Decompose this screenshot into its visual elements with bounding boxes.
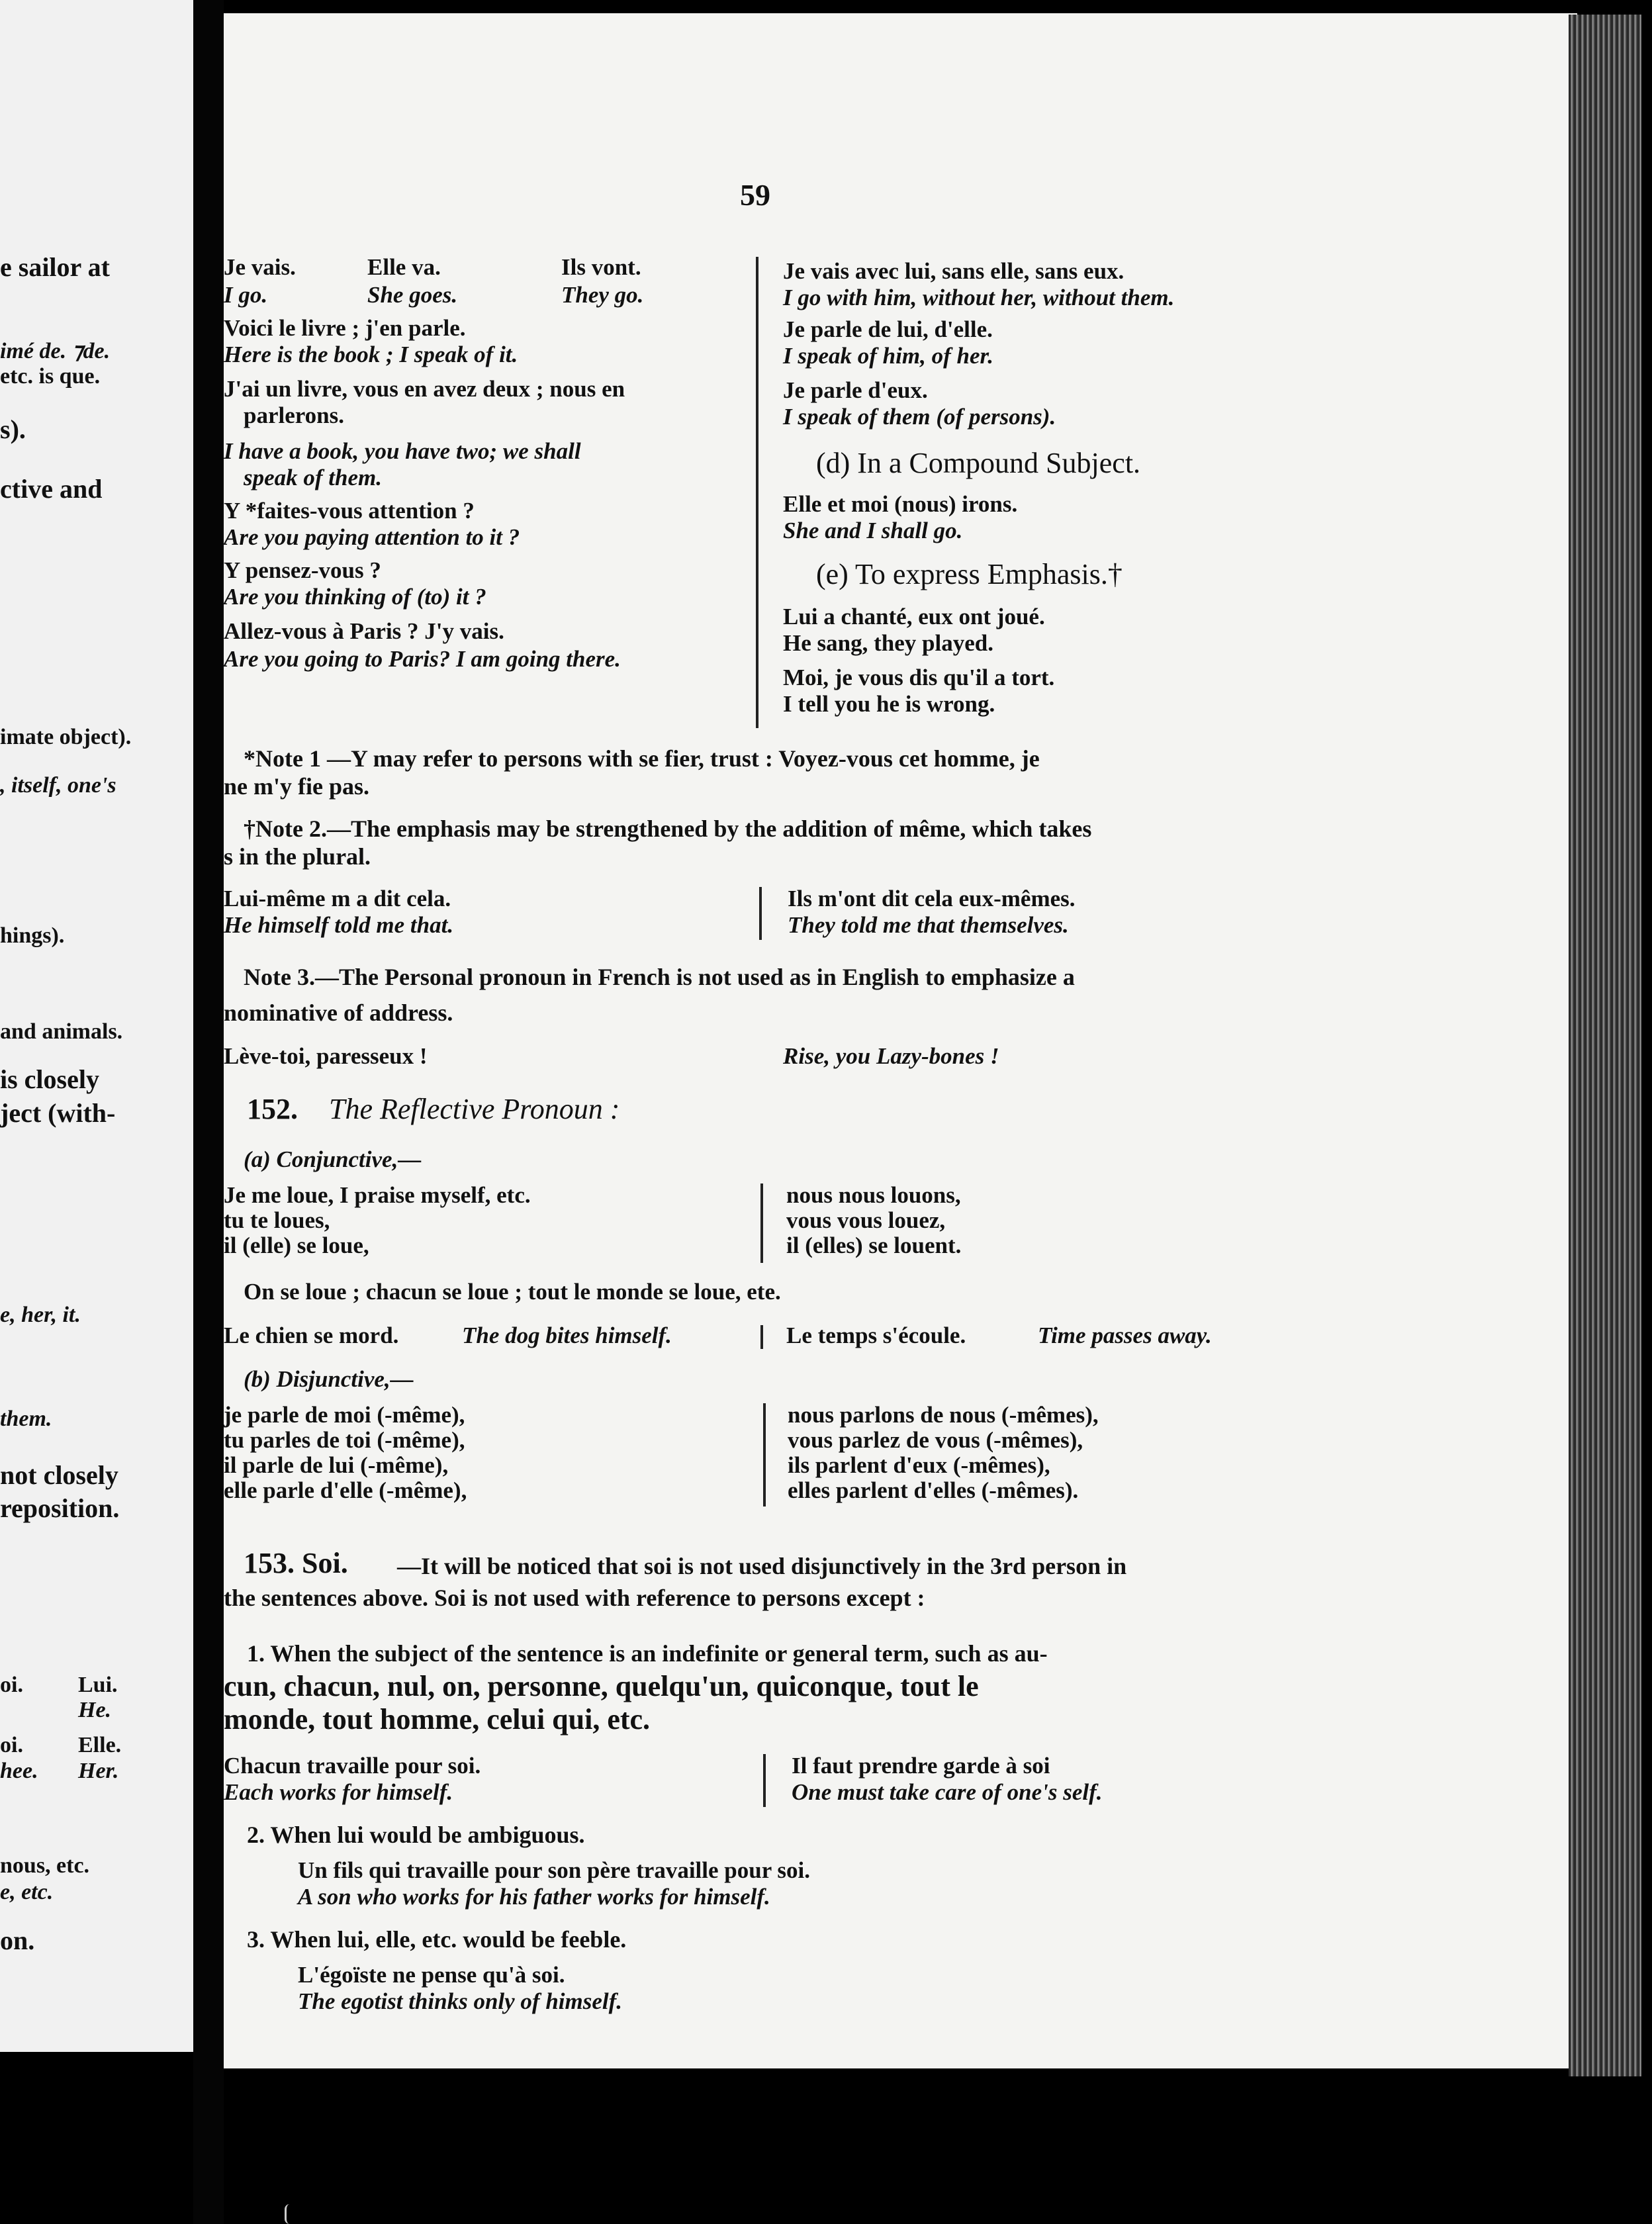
- example-fr: Un fils qui travaille pour son père travaille pour soi.: [298, 1857, 810, 1883]
- conjugation-line: je parle de moi (-même),: [224, 1402, 465, 1428]
- example-fr: L'égoïste ne pense qu'à soi.: [298, 1962, 565, 1988]
- example-en: One must take care of one's self.: [792, 1779, 1103, 1805]
- page-edges: [1569, 15, 1641, 2076]
- list-item-2: 2. When lui would be ambiguous.: [247, 1822, 585, 1848]
- left-text-line: and animals.: [0, 1019, 123, 1044]
- conjugation-line: vous parlez de vous (-mêmes),: [788, 1427, 1083, 1453]
- example-fr: Voici le livre ; j'en parle.: [224, 315, 466, 341]
- section-heading: 153. Soi.: [244, 1547, 348, 1579]
- example-fr: Je vais avec lui, sans elle, sans eux.: [783, 258, 1124, 284]
- section-title: The Reflective Pronoun :: [329, 1093, 620, 1125]
- page-number: 59: [740, 178, 770, 212]
- column-divider: [763, 1403, 766, 1506]
- left-text-line: Lui.: [78, 1673, 118, 1697]
- conjugation-line: ils parlent d'eux (-mêmes),: [788, 1452, 1050, 1478]
- conjugation-line: tu te loues,: [224, 1207, 330, 1233]
- example-fr: Lui a chanté, eux ont joué.: [783, 604, 1045, 629]
- left-text-line: etc. is que.: [0, 364, 101, 389]
- example-fr: Allez-vous à Paris ? J'y vais.: [224, 618, 504, 644]
- subheading-e: (e) To express Emphasis.†: [816, 558, 1123, 590]
- example-en: Are you going to Paris? I am going there.: [224, 646, 621, 672]
- note-1: *Note 1 —Y may refer to persons with se fier, trust : Voyez-vous cet homme, je: [244, 745, 1040, 772]
- conjugation-line: il (elles) se louent.: [786, 1232, 962, 1258]
- subheading-d: (d) In a Compound Subject.: [816, 447, 1141, 479]
- left-text-line: reposition.: [0, 1493, 120, 1523]
- example-fr: Lui-même m a dit cela.: [224, 886, 451, 911]
- example-fr: Je parle d'eux.: [783, 377, 928, 403]
- example-en: Are you thinking of (to) it ?: [224, 584, 486, 610]
- subheading-b: (b) Disjunctive,—: [244, 1366, 414, 1392]
- note-1-cont: ne m'y fie pas.: [224, 773, 369, 800]
- paragraph-line: —It will be noticed that soi is not used disjunctively in the 3rd person in: [397, 1553, 1127, 1579]
- example-en: The dog bites himself.: [462, 1322, 672, 1348]
- left-text-line: imate object).: [0, 725, 132, 749]
- left-text-line: oi.: [0, 1673, 23, 1697]
- column-divider: [760, 1183, 763, 1263]
- example-fr: Chacun travaille pour soi.: [224, 1753, 481, 1779]
- example-en: I go with him, without her, without them.: [783, 285, 1175, 310]
- conjugation-line: vous vous louez,: [786, 1207, 946, 1233]
- scan-artifact: [285, 2204, 295, 2224]
- list-item-3: 3. When lui, elle, etc. would be feeble.: [247, 1926, 627, 1953]
- left-text-line: on.: [0, 1925, 35, 1955]
- list-item-1: 1. When the subject of the sentence is an indefinite or general term, such as au-: [247, 1640, 1048, 1667]
- example-en: I go.: [224, 282, 268, 308]
- section-number: 152.: [247, 1093, 298, 1125]
- left-text-line: ctive and: [0, 474, 103, 504]
- left-text-line: not closely: [0, 1460, 118, 1490]
- conjugation-line: nous parlons de nous (-mêmes),: [788, 1402, 1099, 1428]
- example-fr: Elle et moi (nous) irons.: [783, 491, 1018, 517]
- example-fr: Y *faites-vous attention ?: [224, 498, 475, 524]
- column-divider: [756, 257, 758, 728]
- example-en: He sang, they played.: [783, 630, 993, 656]
- example-en: She and I shall go.: [783, 518, 963, 543]
- column-divider: [759, 887, 762, 940]
- example-en: The egotist thinks only of himself.: [298, 1988, 623, 2014]
- left-text-line: e, etc.: [0, 1880, 54, 1904]
- example-en: Here is the book ; I speak of it.: [224, 342, 518, 367]
- left-text-line: imé de. ⁊de.: [0, 339, 111, 363]
- left-text-line: , itself, one's: [0, 773, 116, 798]
- example-en: Are you paying attention to it ?: [224, 524, 520, 550]
- note-3: Note 3.—The Personal pronoun in French is not used as in English to emphasize a: [244, 964, 1075, 990]
- left-text-line: oi.: [0, 1733, 23, 1757]
- left-text-line: e sailor at: [0, 252, 110, 282]
- subheading-a: (a) Conjunctive,—: [244, 1146, 422, 1172]
- example-en: I speak of them (of persons).: [783, 404, 1056, 430]
- example-fr: Ils m'ont dit cela eux-mêmes.: [788, 886, 1076, 911]
- example-fr: Elle va.: [367, 254, 441, 280]
- example-en: speak of them.: [244, 465, 383, 490]
- example-fr: Y pensez-vous ?: [224, 557, 381, 583]
- note-3-cont: nominative of address.: [224, 999, 453, 1026]
- example-fr: Le chien se mord.: [224, 1322, 399, 1348]
- example-en: Time passes away.: [1038, 1322, 1212, 1348]
- list-item-1-cont: cun, chacun, nul, on, personne, quelqu'un, quiconque, tout le: [224, 1670, 979, 1702]
- example-line: On se loue ; chacun se loue ; tout le monde se loue, ete.: [244, 1279, 781, 1305]
- left-text-line: e, her, it.: [0, 1303, 81, 1327]
- left-text-line: is closely: [0, 1064, 99, 1094]
- conjugation-line: nous nous louons,: [786, 1182, 961, 1208]
- note-2-cont: s in the plural.: [224, 843, 371, 870]
- example-en: Each works for himself.: [224, 1779, 453, 1805]
- conjugation-line: il parle de lui (-même),: [224, 1452, 449, 1478]
- conjugation-line: elle parle d'elle (-même),: [224, 1477, 467, 1503]
- note-2: †Note 2.—The emphasis may be strengthened by the addition of même, which takes: [244, 815, 1092, 842]
- example-en: She goes.: [367, 282, 458, 308]
- example-fr: Le temps s'écoule.: [786, 1322, 966, 1348]
- left-text-line: Her.: [78, 1759, 119, 1783]
- example-fr: parlerons.: [244, 402, 344, 428]
- left-text-line: hings).: [0, 923, 65, 948]
- column-divider: [760, 1325, 763, 1349]
- example-en: I speak of him, of her.: [783, 343, 993, 369]
- example-en: A son who works for his father works for himself.: [298, 1884, 770, 1910]
- left-text-line: s).: [0, 414, 26, 444]
- conjugation-line: il (elle) se loue,: [224, 1232, 369, 1258]
- left-text-line: nous, etc.: [0, 1853, 90, 1878]
- left-text-line: He.: [78, 1698, 112, 1722]
- example-en: They told me that themselves.: [788, 912, 1069, 938]
- column-divider: [763, 1754, 766, 1807]
- example-fr: Je parle de lui, d'elle.: [783, 316, 993, 342]
- paragraph-line: the sentences above. Soi is not used with reference to persons except :: [224, 1585, 925, 1611]
- conjugation-line: elles parlent d'elles (-mêmes).: [788, 1477, 1079, 1503]
- left-text-line: them.: [0, 1407, 52, 1431]
- example-en: He himself told me that.: [224, 912, 454, 938]
- book-gutter: [193, 0, 224, 2224]
- example-fr: Je vais.: [224, 254, 296, 280]
- conjugation-line: Je me loue, I praise myself, etc.: [224, 1182, 531, 1208]
- example-fr: Ils vont.: [561, 254, 641, 280]
- left-text-line: hee.: [0, 1759, 38, 1783]
- example-en: I have a book, you have two; we shall: [224, 438, 581, 464]
- conjugation-line: tu parles de toi (-même),: [224, 1427, 465, 1453]
- example-fr: Il faut prendre garde à soi: [792, 1753, 1050, 1779]
- left-text-line: ject (with-: [0, 1098, 116, 1128]
- list-item-1-cont: monde, tout homme, celui qui, etc.: [224, 1703, 651, 1736]
- example-en: Rise, you Lazy-bones !: [783, 1043, 999, 1069]
- example-fr: Moi, je vous dis qu'il a tort.: [783, 665, 1055, 690]
- left-page-fragment: [0, 0, 193, 2052]
- example-fr: Lève-toi, paresseux !: [224, 1043, 428, 1069]
- left-text-line: Elle.: [78, 1733, 122, 1757]
- example-en: I tell you he is wrong.: [783, 691, 995, 717]
- example-en: They go.: [561, 282, 644, 308]
- example-fr: J'ai un livre, vous en avez deux ; nous en: [224, 376, 625, 402]
